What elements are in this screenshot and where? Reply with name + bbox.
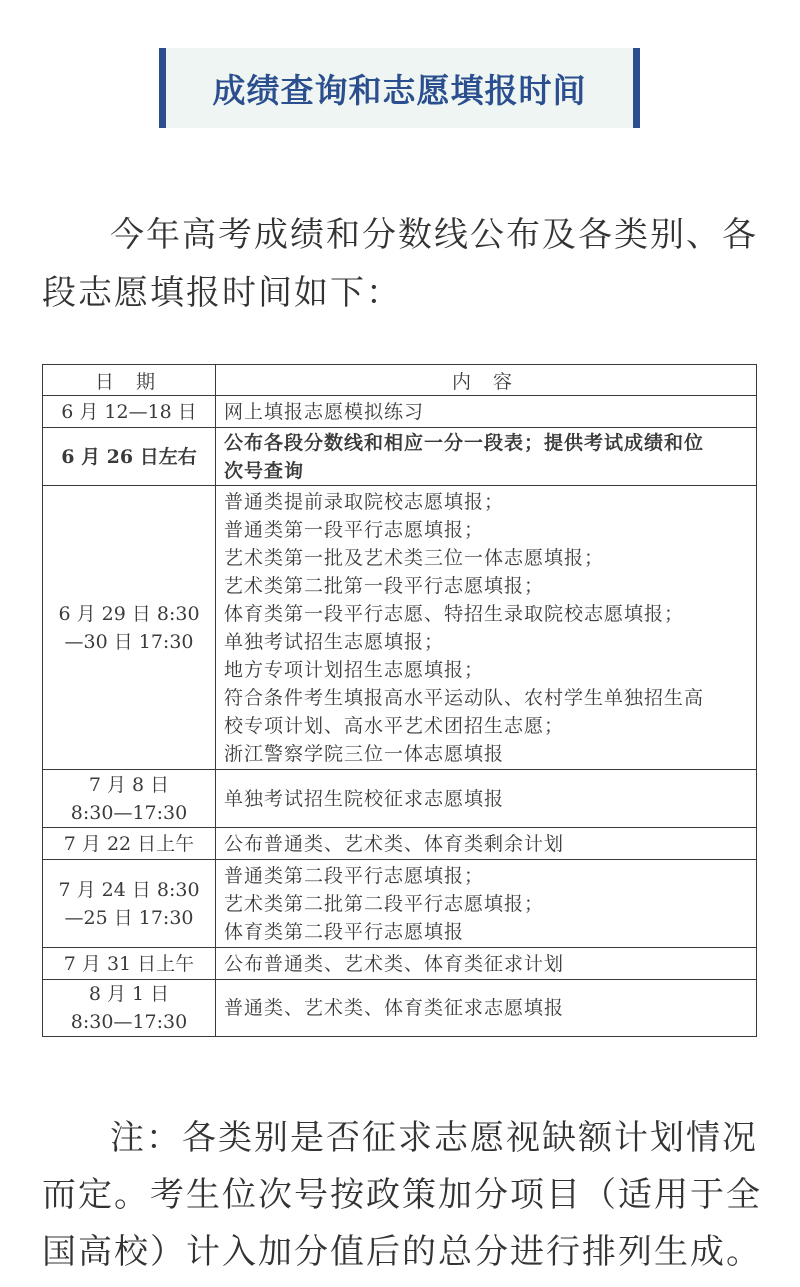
content-line: 普通类第二段平行志愿填报； (224, 864, 485, 887)
header-date: 日 期 (43, 365, 216, 396)
content-line: 公布各段分数线和相应一分一段表；提供考试成绩和位 (224, 431, 705, 454)
row-date: 7 月 8 日 8:30—17:30 (43, 770, 216, 828)
row-date: 7 月 24 日 8:30 —25 日 17:30 (43, 860, 216, 948)
content-line: 公布普通类、艺术类、体育类征求计划 (224, 952, 565, 975)
row-content (216, 948, 757, 980)
row-date: 7 月 31 日上午 (43, 948, 216, 980)
row-content (216, 770, 757, 828)
row-content (216, 980, 757, 1037)
table-header-row (43, 365, 757, 396)
row-date: 6 月 26 日左右 (43, 428, 216, 486)
table-row (43, 486, 757, 770)
schedule-table (42, 364, 757, 1037)
note-paragraph: 注：各类别是否征求志愿视缺额计划情况而定。考生位次号按政策加分项目（适用于全国高校）计入加分值后的总分进行排列生成。 (42, 1118, 762, 1272)
content-line: 公布普通类、艺术类、体育类剩余计划 (224, 832, 565, 855)
content-line: 次号查询 (224, 459, 305, 482)
content-line: 单独考试招生志愿填报； (224, 630, 445, 653)
table-row (43, 396, 757, 428)
header-content: 内 容 (216, 365, 757, 396)
content-line: 符合条件考生填报高水平运动队、农村学生单独招生高 (224, 686, 705, 709)
row-date: 8 月 1 日 8:30—17:30 (43, 980, 216, 1037)
row-content (216, 396, 757, 428)
content-line: 浙江警察学院三位一体志愿填报 (224, 742, 505, 765)
table-row (43, 770, 757, 828)
content-line: 普通类第一段平行志愿填报； (224, 518, 485, 541)
row-content (216, 486, 757, 770)
content-line: 普通类、艺术类、体育类征求志愿填报 (224, 997, 565, 1019)
table-row (43, 860, 757, 948)
title-banner (159, 48, 640, 128)
content-line: 普通类提前录取院校志愿填报； (224, 490, 505, 513)
row-date: 6 月 29 日 8:30 —30 日 17:30 (43, 486, 216, 770)
content-line: 网上填报志愿模拟练习 (224, 400, 425, 423)
row-date: 6 月 12—18 日 (43, 396, 216, 428)
content-line: 单独考试招生院校征求志愿填报 (224, 787, 505, 810)
content-line: 体育类第二段平行志愿填报 (224, 920, 465, 943)
content-line: 艺术类第二批第一段平行志愿填报； (224, 574, 545, 597)
content-line: 艺术类第一批及艺术类三位一体志愿填报； (224, 546, 605, 569)
row-content (216, 828, 757, 860)
row-content (216, 860, 757, 948)
content-line: 艺术类第二批第二段平行志愿填报； (224, 892, 545, 915)
table-row (43, 828, 757, 860)
page-title: 成绩查询和志愿填报时间 (212, 70, 587, 110)
row-date: 7 月 22 日上午 (43, 828, 216, 860)
table-row (43, 980, 757, 1037)
content-line: 体育类第一段平行志愿、特招生录取院校志愿填报； (224, 602, 685, 625)
row-content (216, 428, 757, 486)
table-row (43, 948, 757, 980)
intro-paragraph: 今年高考成绩和分数线公布及各类别、各段志愿填报时间如下： (42, 215, 758, 313)
content-line: 地方专项计划招生志愿填报； (224, 658, 485, 681)
table-row (43, 428, 757, 486)
content-line: 校专项计划、高水平艺术团招生志愿； (224, 714, 565, 737)
